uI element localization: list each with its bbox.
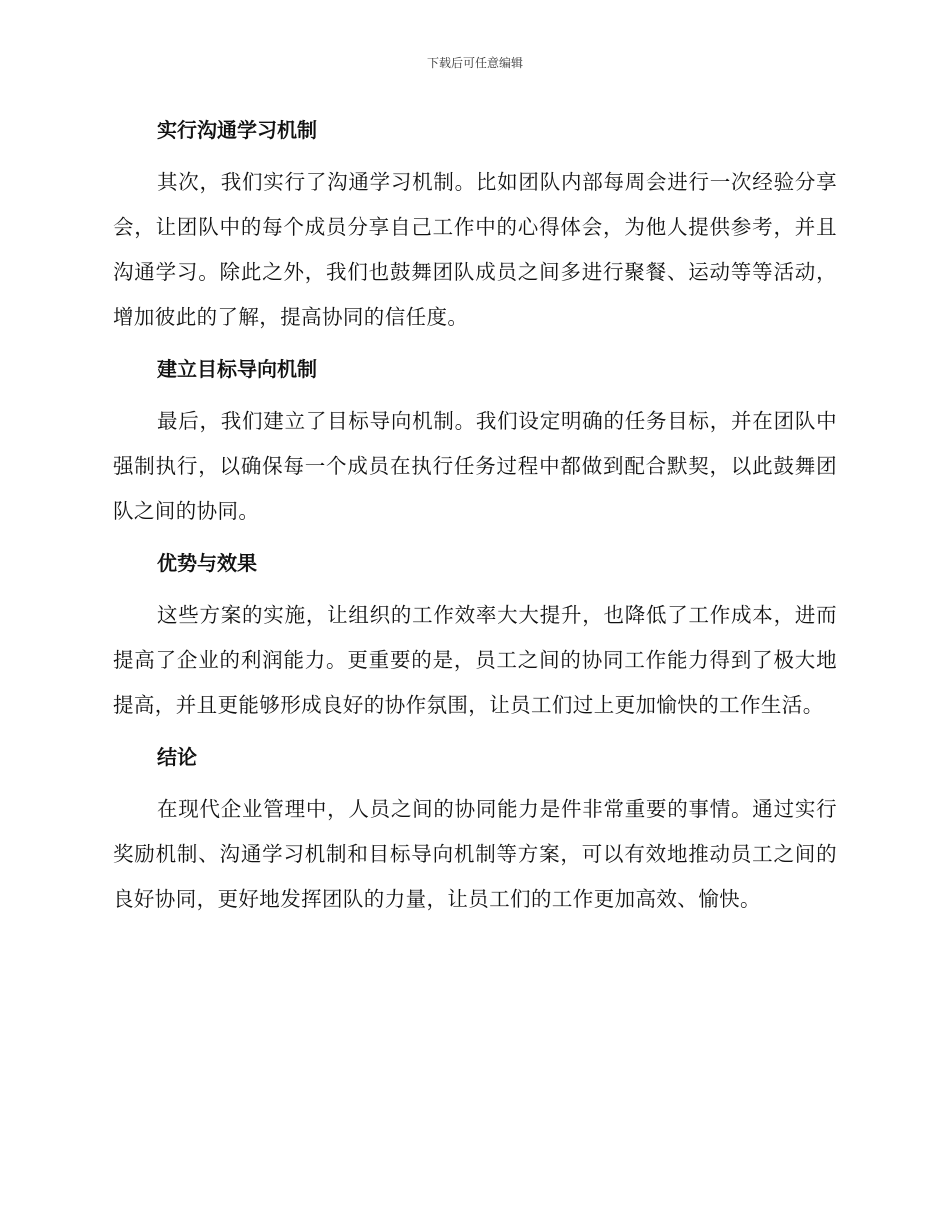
section-goal-orientation <box>113 349 837 534</box>
header-note: 下载后可任意编辑 <box>426 56 523 70</box>
section-advantages-effects <box>113 543 837 728</box>
section-paragraph: 最后，我们建立了目标导向机制。我们设定明确的任务目标，并在团队中强制执行，以确保每一个成员在执行任务过程中都做到配合默契，以此鼓舞团队之间的协同。 <box>113 409 837 523</box>
section-paragraph: 在现代企业管理中，人员之间的协同能力是件非常重要的事情。通过实行奖励机制、沟通学习机制和目标导向机制等方案，可以有效地推动员工之间的良好协同，更好地发挥团队的力量，让员工们的工作更加高效、愉快。 <box>113 797 837 911</box>
section-heading: 实行沟通学习机制 <box>157 118 317 142</box>
section-heading: 建立目标导向机制 <box>157 357 317 381</box>
section-communication-learning <box>113 110 837 340</box>
section-heading: 结论 <box>157 745 197 769</box>
section-heading: 优势与效果 <box>157 551 257 575</box>
section-paragraph: 其次，我们实行了沟通学习机制。比如团队内部每周会进行一次经验分享会，让团队中的每个成员分享自己工作中的心得体会，为他人提供参考，并且沟通学习。除此之外，我们也鼓舞团队成员之间多进行聚餐、运动等等活动，增加彼此的了解，提高协同的信任度。 <box>113 170 837 329</box>
section-conclusion <box>113 737 837 922</box>
document-body <box>113 110 837 931</box>
section-paragraph: 这些方案的实施，让组织的工作效率大大提升，也降低了工作成本，进而提高了企业的利润能力。更重要的是，员工之间的协同工作能力得到了极大地提高，并且更能够形成良好的协作氛围，让员工们过上更加愉快的工作生活。 <box>113 603 837 717</box>
